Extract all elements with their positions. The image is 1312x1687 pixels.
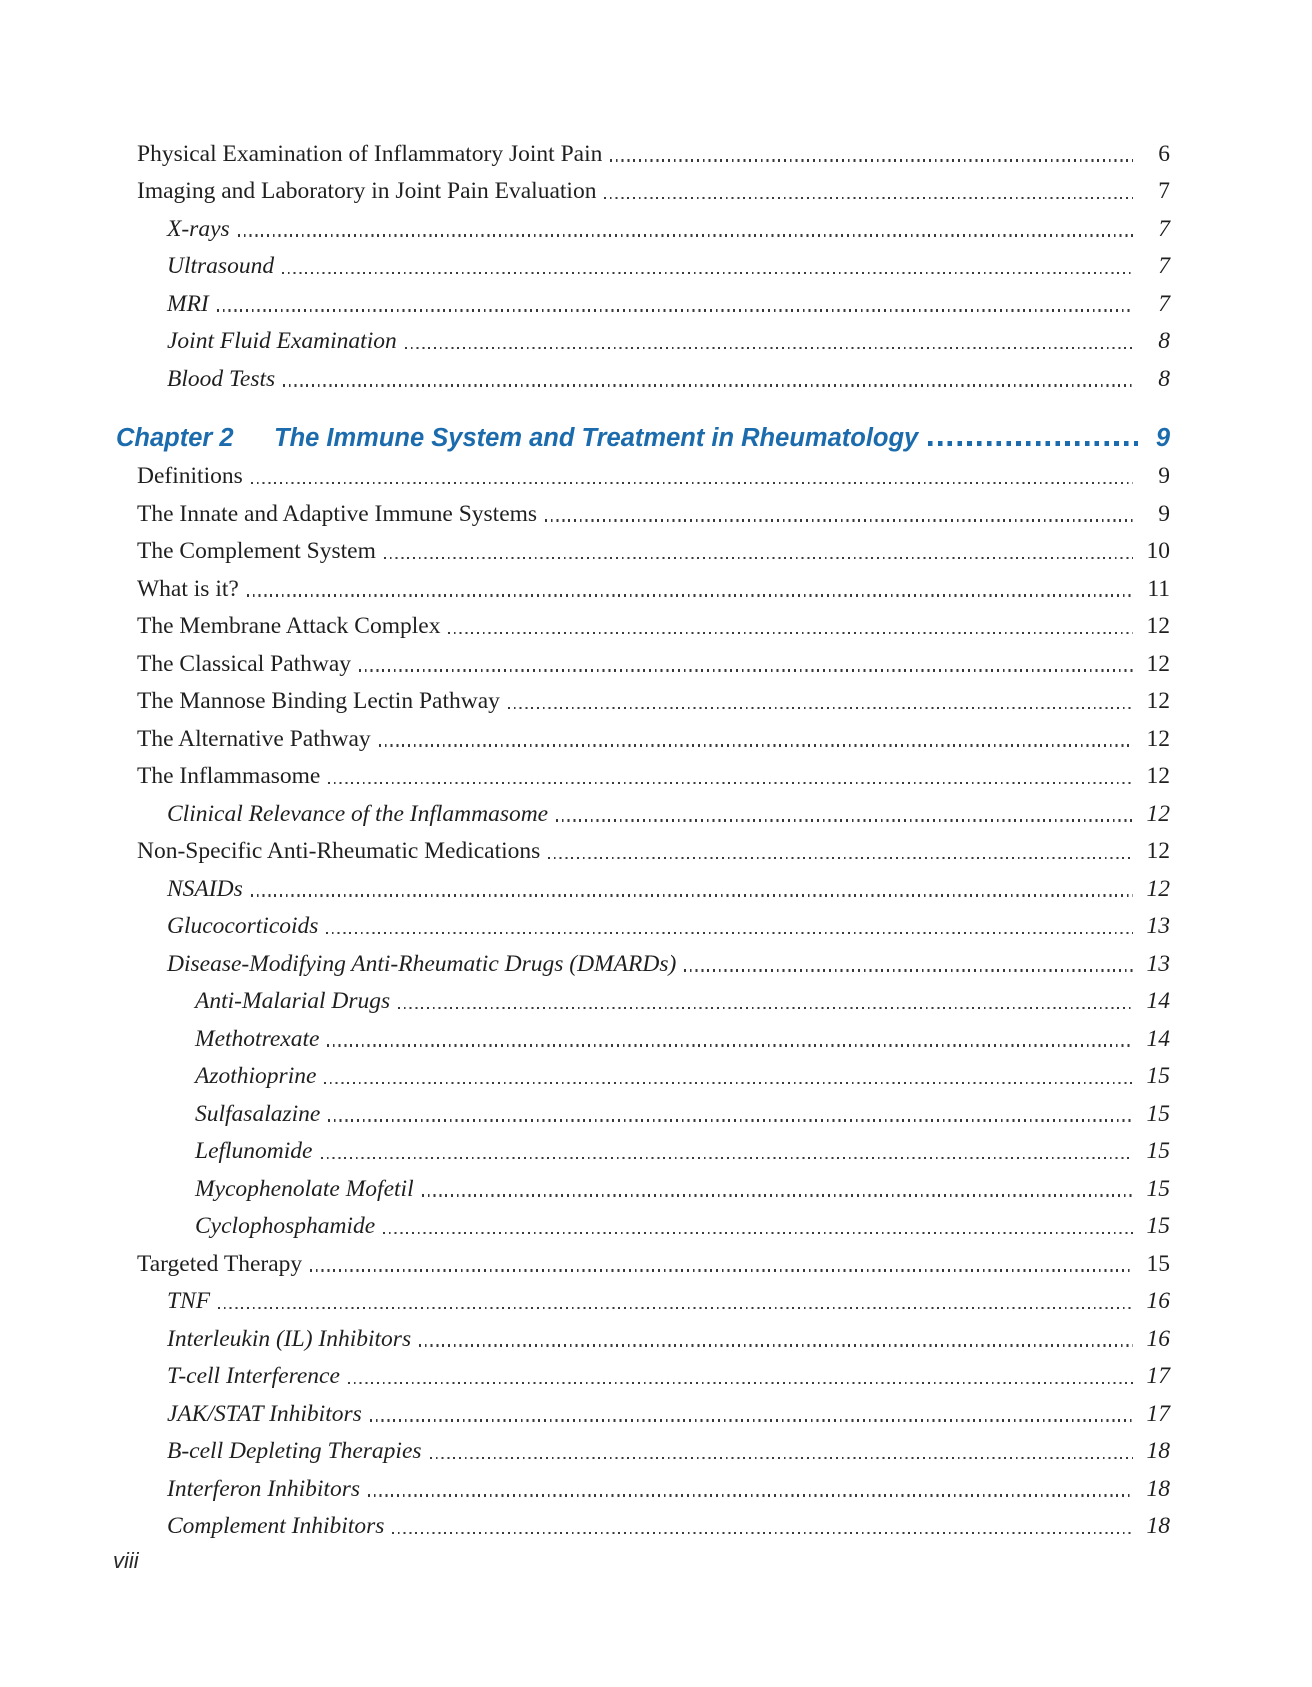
dot-leader xyxy=(282,272,1133,274)
toc-entry-title: Targeted Therapy xyxy=(137,1250,303,1277)
dot-leader xyxy=(548,857,1133,859)
toc-entry[interactable] xyxy=(0,753,1312,791)
toc-entry-page-number: 12 xyxy=(1146,875,1170,902)
toc-chapter-heading[interactable] xyxy=(0,407,1312,453)
toc-entry-title: Interleukin (IL) Inhibitors xyxy=(167,1325,412,1352)
dot-leader xyxy=(419,1344,1133,1346)
toc-entry-title: Disease-Modifying Anti-Rheumatic Drugs (DMARDs) xyxy=(167,950,677,977)
dot-leader xyxy=(398,1007,1133,1009)
toc-entry[interactable] xyxy=(0,1165,1312,1203)
dot-leader xyxy=(359,669,1133,671)
toc-entry-page-number: 7 xyxy=(1158,215,1170,242)
toc-entry[interactable] xyxy=(0,243,1312,281)
chapter-title: The Immune System and Treatment in Rheumatology xyxy=(274,424,919,453)
toc-entry[interactable] xyxy=(0,640,1312,678)
toc-entry-page-number: 12 xyxy=(1146,688,1170,715)
toc-entry-page-number: 15 xyxy=(1146,1175,1170,1202)
toc-entry-title: Methotrexate xyxy=(195,1025,320,1052)
toc-entry[interactable] xyxy=(0,168,1312,206)
chapter-dot-leader xyxy=(928,441,1138,446)
toc-entry-page-number: 13 xyxy=(1146,913,1170,940)
toc-entry-title: The Inflammasome xyxy=(137,763,321,790)
toc-entry-title: What is it? xyxy=(137,575,239,602)
dot-leader xyxy=(384,557,1133,559)
toc-entry-title: B-cell Depleting Therapies xyxy=(167,1438,422,1465)
chapter-page-number: 9 xyxy=(1155,424,1170,453)
toc-entry-title: Mycophenolate Mofetil xyxy=(195,1175,414,1202)
toc-entry[interactable] xyxy=(0,1353,1312,1391)
toc-entry[interactable] xyxy=(0,1053,1312,1091)
toc-entry-page-number: 15 xyxy=(1146,1063,1170,1090)
toc-entry-page-number: 6 xyxy=(1158,140,1170,167)
toc-entry-page-number: 15 xyxy=(1146,1138,1170,1165)
dot-leader xyxy=(508,707,1133,709)
dot-leader xyxy=(328,782,1133,784)
toc-entry[interactable] xyxy=(0,1240,1312,1278)
toc-entry-title: Leflunomide xyxy=(195,1138,313,1165)
toc-entry-title: Non-Specific Anti-Rheumatic Medications xyxy=(137,838,541,865)
toc-entry[interactable] xyxy=(0,1128,1312,1166)
toc-entry-page-number: 8 xyxy=(1158,328,1170,355)
toc-entry[interactable] xyxy=(0,453,1312,491)
toc-entry[interactable] xyxy=(0,903,1312,941)
toc-entry-title: Definitions xyxy=(137,463,243,490)
toc-entry-title: Clinical Relevance of the Inflammasome xyxy=(167,800,549,827)
toc-entry-page-number: 17 xyxy=(1146,1363,1170,1390)
toc-entry-title: Azothioprine xyxy=(195,1063,317,1090)
dot-leader xyxy=(684,969,1133,971)
toc-entry-title: Interferon Inhibitors xyxy=(167,1475,360,1502)
dot-leader xyxy=(556,819,1133,821)
toc-entry-title: The Innate and Adaptive Immune Systems xyxy=(137,500,538,527)
toc-entry-page-number: 14 xyxy=(1146,988,1170,1015)
toc-entry[interactable] xyxy=(0,678,1312,716)
toc-entry-page-number: 10 xyxy=(1146,538,1170,565)
toc-entry-title: The Complement System xyxy=(137,538,376,565)
toc-entry-page-number: 16 xyxy=(1146,1325,1170,1352)
toc-entry[interactable] xyxy=(0,1503,1312,1541)
toc-entry[interactable] xyxy=(0,715,1312,753)
toc-entry-page-number: 18 xyxy=(1146,1438,1170,1465)
toc-entry-page-number: 7 xyxy=(1158,290,1170,317)
toc-entry-page-number: 12 xyxy=(1146,725,1170,752)
toc-entry-page-number: 12 xyxy=(1146,838,1170,865)
toc-entry[interactable] xyxy=(0,1428,1312,1466)
toc-entry-page-number: 12 xyxy=(1146,800,1170,827)
toc-entry[interactable] xyxy=(0,490,1312,528)
dot-leader xyxy=(383,1232,1133,1234)
toc-entry-title: JAK/STAT Inhibitors xyxy=(167,1400,362,1427)
toc-entry-title: Sulfasalazine xyxy=(195,1100,321,1127)
toc-entry-page-number: 8 xyxy=(1158,365,1170,392)
toc-entry[interactable] xyxy=(0,205,1312,243)
toc-entry[interactable] xyxy=(0,1090,1312,1128)
toc-entry-title: Anti-Malarial Drugs xyxy=(195,988,391,1015)
toc-entry[interactable] xyxy=(0,528,1312,566)
dot-leader xyxy=(610,159,1133,161)
dot-leader xyxy=(545,519,1133,521)
toc-entry-page-number: 13 xyxy=(1146,950,1170,977)
toc-entry[interactable] xyxy=(0,1203,1312,1241)
toc-entry-title: Physical Examination of Inflammatory Joint Pain xyxy=(137,140,603,167)
toc-entry-page-number: 18 xyxy=(1146,1475,1170,1502)
toc-entry[interactable] xyxy=(0,318,1312,356)
toc-entry[interactable] xyxy=(0,790,1312,828)
dot-leader xyxy=(247,594,1133,596)
toc-entry[interactable] xyxy=(0,280,1312,318)
dot-leader xyxy=(604,197,1133,199)
dot-leader xyxy=(430,1457,1133,1459)
toc-entry[interactable] xyxy=(0,1390,1312,1428)
toc-entry-title: Ultrasound xyxy=(167,253,275,280)
toc-entry-title: The Classical Pathway xyxy=(137,650,352,677)
toc-entry[interactable] xyxy=(0,828,1312,866)
page-footer xyxy=(113,1548,139,1574)
toc-entry-title: NSAIDs xyxy=(167,875,243,902)
dot-leader xyxy=(217,309,1133,311)
dot-leader xyxy=(379,744,1133,746)
toc-entry-title: Imaging and Laboratory in Joint Pain Evaluation xyxy=(137,178,597,205)
toc-entry-title: T-cell Interference xyxy=(167,1363,340,1390)
toc-entry-page-number: 15 xyxy=(1146,1250,1170,1277)
folio-page-number: viii xyxy=(113,1548,139,1573)
toc-entry[interactable] xyxy=(0,603,1312,641)
toc-entry[interactable] xyxy=(0,1465,1312,1503)
toc-entry-page-number: 12 xyxy=(1146,613,1170,640)
dot-leader xyxy=(251,482,1133,484)
dot-leader xyxy=(310,1269,1133,1271)
toc-entry-title: Glucocorticoids xyxy=(167,913,319,940)
toc-entry[interactable] xyxy=(0,565,1312,603)
toc-entry-title: Complement Inhibitors xyxy=(167,1513,385,1540)
dot-leader xyxy=(238,234,1133,236)
toc-entry-title: The Membrane Attack Complex xyxy=(137,613,441,640)
dot-leader xyxy=(392,1532,1133,1534)
toc-entry-title: MRI xyxy=(167,290,209,317)
toc-entry[interactable] xyxy=(0,978,1312,1016)
chapter-label: Chapter 2 xyxy=(116,424,234,453)
toc-entry-page-number: 12 xyxy=(1146,763,1170,790)
dot-leader xyxy=(348,1382,1133,1384)
toc-entry-title: Blood Tests xyxy=(167,365,276,392)
toc-entry-page-number: 15 xyxy=(1146,1213,1170,1240)
toc-entry[interactable] xyxy=(0,130,1312,168)
dot-leader xyxy=(327,1044,1133,1046)
toc-entry[interactable] xyxy=(0,1278,1312,1316)
dot-leader xyxy=(422,1194,1133,1196)
toc-entry-page-number: 18 xyxy=(1146,1513,1170,1540)
dot-leader xyxy=(370,1419,1133,1421)
toc-entry-title: The Alternative Pathway xyxy=(137,725,371,752)
dot-leader xyxy=(324,1082,1133,1084)
toc-entry-page-number: 16 xyxy=(1146,1288,1170,1315)
toc-entry-page-number: 9 xyxy=(1158,463,1170,490)
toc-entry-title: Joint Fluid Examination xyxy=(167,328,397,355)
toc-entry[interactable] xyxy=(0,1315,1312,1353)
toc-entry-page-number: 11 xyxy=(1147,575,1170,602)
toc-entry-page-number: 7 xyxy=(1158,253,1170,280)
toc-entry-page-number: 17 xyxy=(1146,1400,1170,1427)
dot-leader xyxy=(448,632,1133,634)
dot-leader xyxy=(218,1307,1133,1309)
toc-entry-title: Cyclophosphamide xyxy=(195,1213,376,1240)
toc-entry-title: X-rays xyxy=(167,215,230,242)
toc-entry-page-number: 15 xyxy=(1146,1100,1170,1127)
dot-leader xyxy=(326,932,1133,934)
dot-leader xyxy=(405,347,1133,349)
dot-leader xyxy=(328,1119,1133,1121)
dot-leader xyxy=(251,894,1133,896)
toc-entry-page-number: 9 xyxy=(1158,500,1170,527)
toc-entry-title: TNF xyxy=(167,1288,211,1315)
toc-entry[interactable] xyxy=(0,865,1312,903)
toc-entry-title: The Mannose Binding Lectin Pathway xyxy=(137,688,500,715)
dot-leader xyxy=(283,384,1133,386)
dot-leader xyxy=(321,1157,1134,1159)
toc-entry-page-number: 14 xyxy=(1146,1025,1170,1052)
toc-entry[interactable] xyxy=(0,1015,1312,1053)
toc-entry[interactable] xyxy=(0,355,1312,393)
toc-entry-page-number: 7 xyxy=(1158,178,1170,205)
dot-leader xyxy=(368,1494,1133,1496)
toc-entry-page-number: 12 xyxy=(1146,650,1170,677)
table-of-contents xyxy=(0,130,1312,1540)
toc-entry[interactable] xyxy=(0,940,1312,978)
